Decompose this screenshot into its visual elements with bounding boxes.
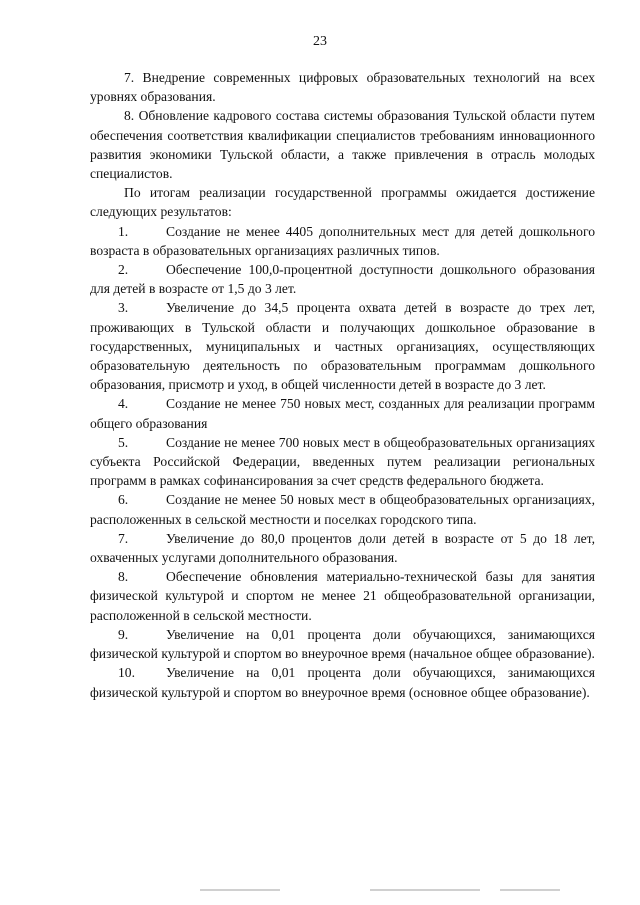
list-item-text: Создание не менее 50 новых мест в общеобразовательных организациях, расположенных в сельской местности и поселках городского типа.: [90, 492, 595, 527]
list-item-number: 7.: [118, 530, 129, 546]
list-item-number: 8.: [118, 569, 129, 585]
results-list: [90, 222, 595, 702]
list-item: [90, 222, 595, 260]
list-item-text: Создание не менее 750 новых мест, созданных для реализации программ общего образования: [90, 396, 595, 431]
list-item: [90, 433, 595, 491]
list-item-text: Создание не менее 4405 дополнительных мест для детей дошкольного возраста в образовательных организациях различных типов.: [90, 223, 595, 258]
scan-noise-line: [200, 889, 280, 891]
scan-noise-line: [500, 889, 560, 891]
list-item-number: 3.: [118, 300, 129, 316]
list-item-text: Увеличение до 80,0 процентов доли детей в возрасте от 5 до 18 лет, охваченных услугами дополнительного образования.: [90, 530, 595, 566]
list-item: [90, 663, 595, 701]
document-body: [90, 68, 595, 702]
page-number: 23: [313, 34, 327, 49]
list-item: [90, 260, 595, 298]
list-item-number: 9.: [118, 626, 129, 642]
list-item-number: 6.: [118, 492, 129, 508]
list-item-text: Увеличение на 0,01 процента доли обучающихся, занимающихся физической культурой и спортом во внеурочное время (начальное общее образование).: [90, 626, 595, 662]
list-item-number: 5.: [118, 434, 129, 450]
list-item: [90, 490, 595, 528]
paragraph-staff-renewal: 8. Обновление кадрового состава системы образования Тульской области путем обеспечения соответствия квалификации специалистов требованиям инновационного развития экономики Тульской области, а также привлечения в отрасль молодых специалистов.: [90, 108, 595, 182]
scan-noise-line: [370, 889, 480, 891]
list-item-text: Создание не менее 700 новых мест в общеобразовательных организациях субъекта Российской Федерации, введенных путем реализации региональных программ в рамках софинансирования за счет средств федерального бюджета.: [90, 434, 595, 489]
paragraph-expected-results-intro: По итогам реализации государственной программы ожидается достижение следующих результатов:: [90, 185, 595, 220]
list-item-text: Обеспечение 100,0-процентной доступности дошкольного образования для детей в возрасте от 1,5 до 3 лет.: [90, 262, 595, 297]
list-item-number: 10.: [118, 665, 135, 681]
list-item-number: 2.: [118, 262, 129, 278]
list-item: [90, 298, 595, 394]
list-item-number: 1.: [118, 223, 129, 239]
list-item: [90, 394, 595, 432]
list-item-number: 4.: [118, 396, 129, 412]
list-item: [90, 567, 595, 625]
list-item-text: Увеличение до 34,5 процента охвата детей в возрасте до трех лет, проживающих в Тульской области и получающих дошкольное образование в государственных, муниципальных и частных организациях, осуществляющих образовательную деятельность по образовательным программам дошкольного образования, присмотр и уход, в общей численности детей в возрасте до 3 лет.: [90, 300, 595, 393]
list-item: [90, 625, 595, 663]
list-item-text: Обеспечение обновления материально-технической базы для занятия физической культурой и спортом не менее 21 общеобразовательной организации, расположенной в сельской местности.: [90, 569, 595, 623]
paragraph-digital-technologies: 7. Внедрение современных цифровых образовательных технологий на всех уровнях образования.: [90, 70, 595, 105]
list-item: [90, 529, 595, 567]
list-item-text: Увеличение на 0,01 процента доли обучающихся, занимающихся физической культурой и спортом во внеурочное время (основное общее образование).: [90, 665, 595, 700]
